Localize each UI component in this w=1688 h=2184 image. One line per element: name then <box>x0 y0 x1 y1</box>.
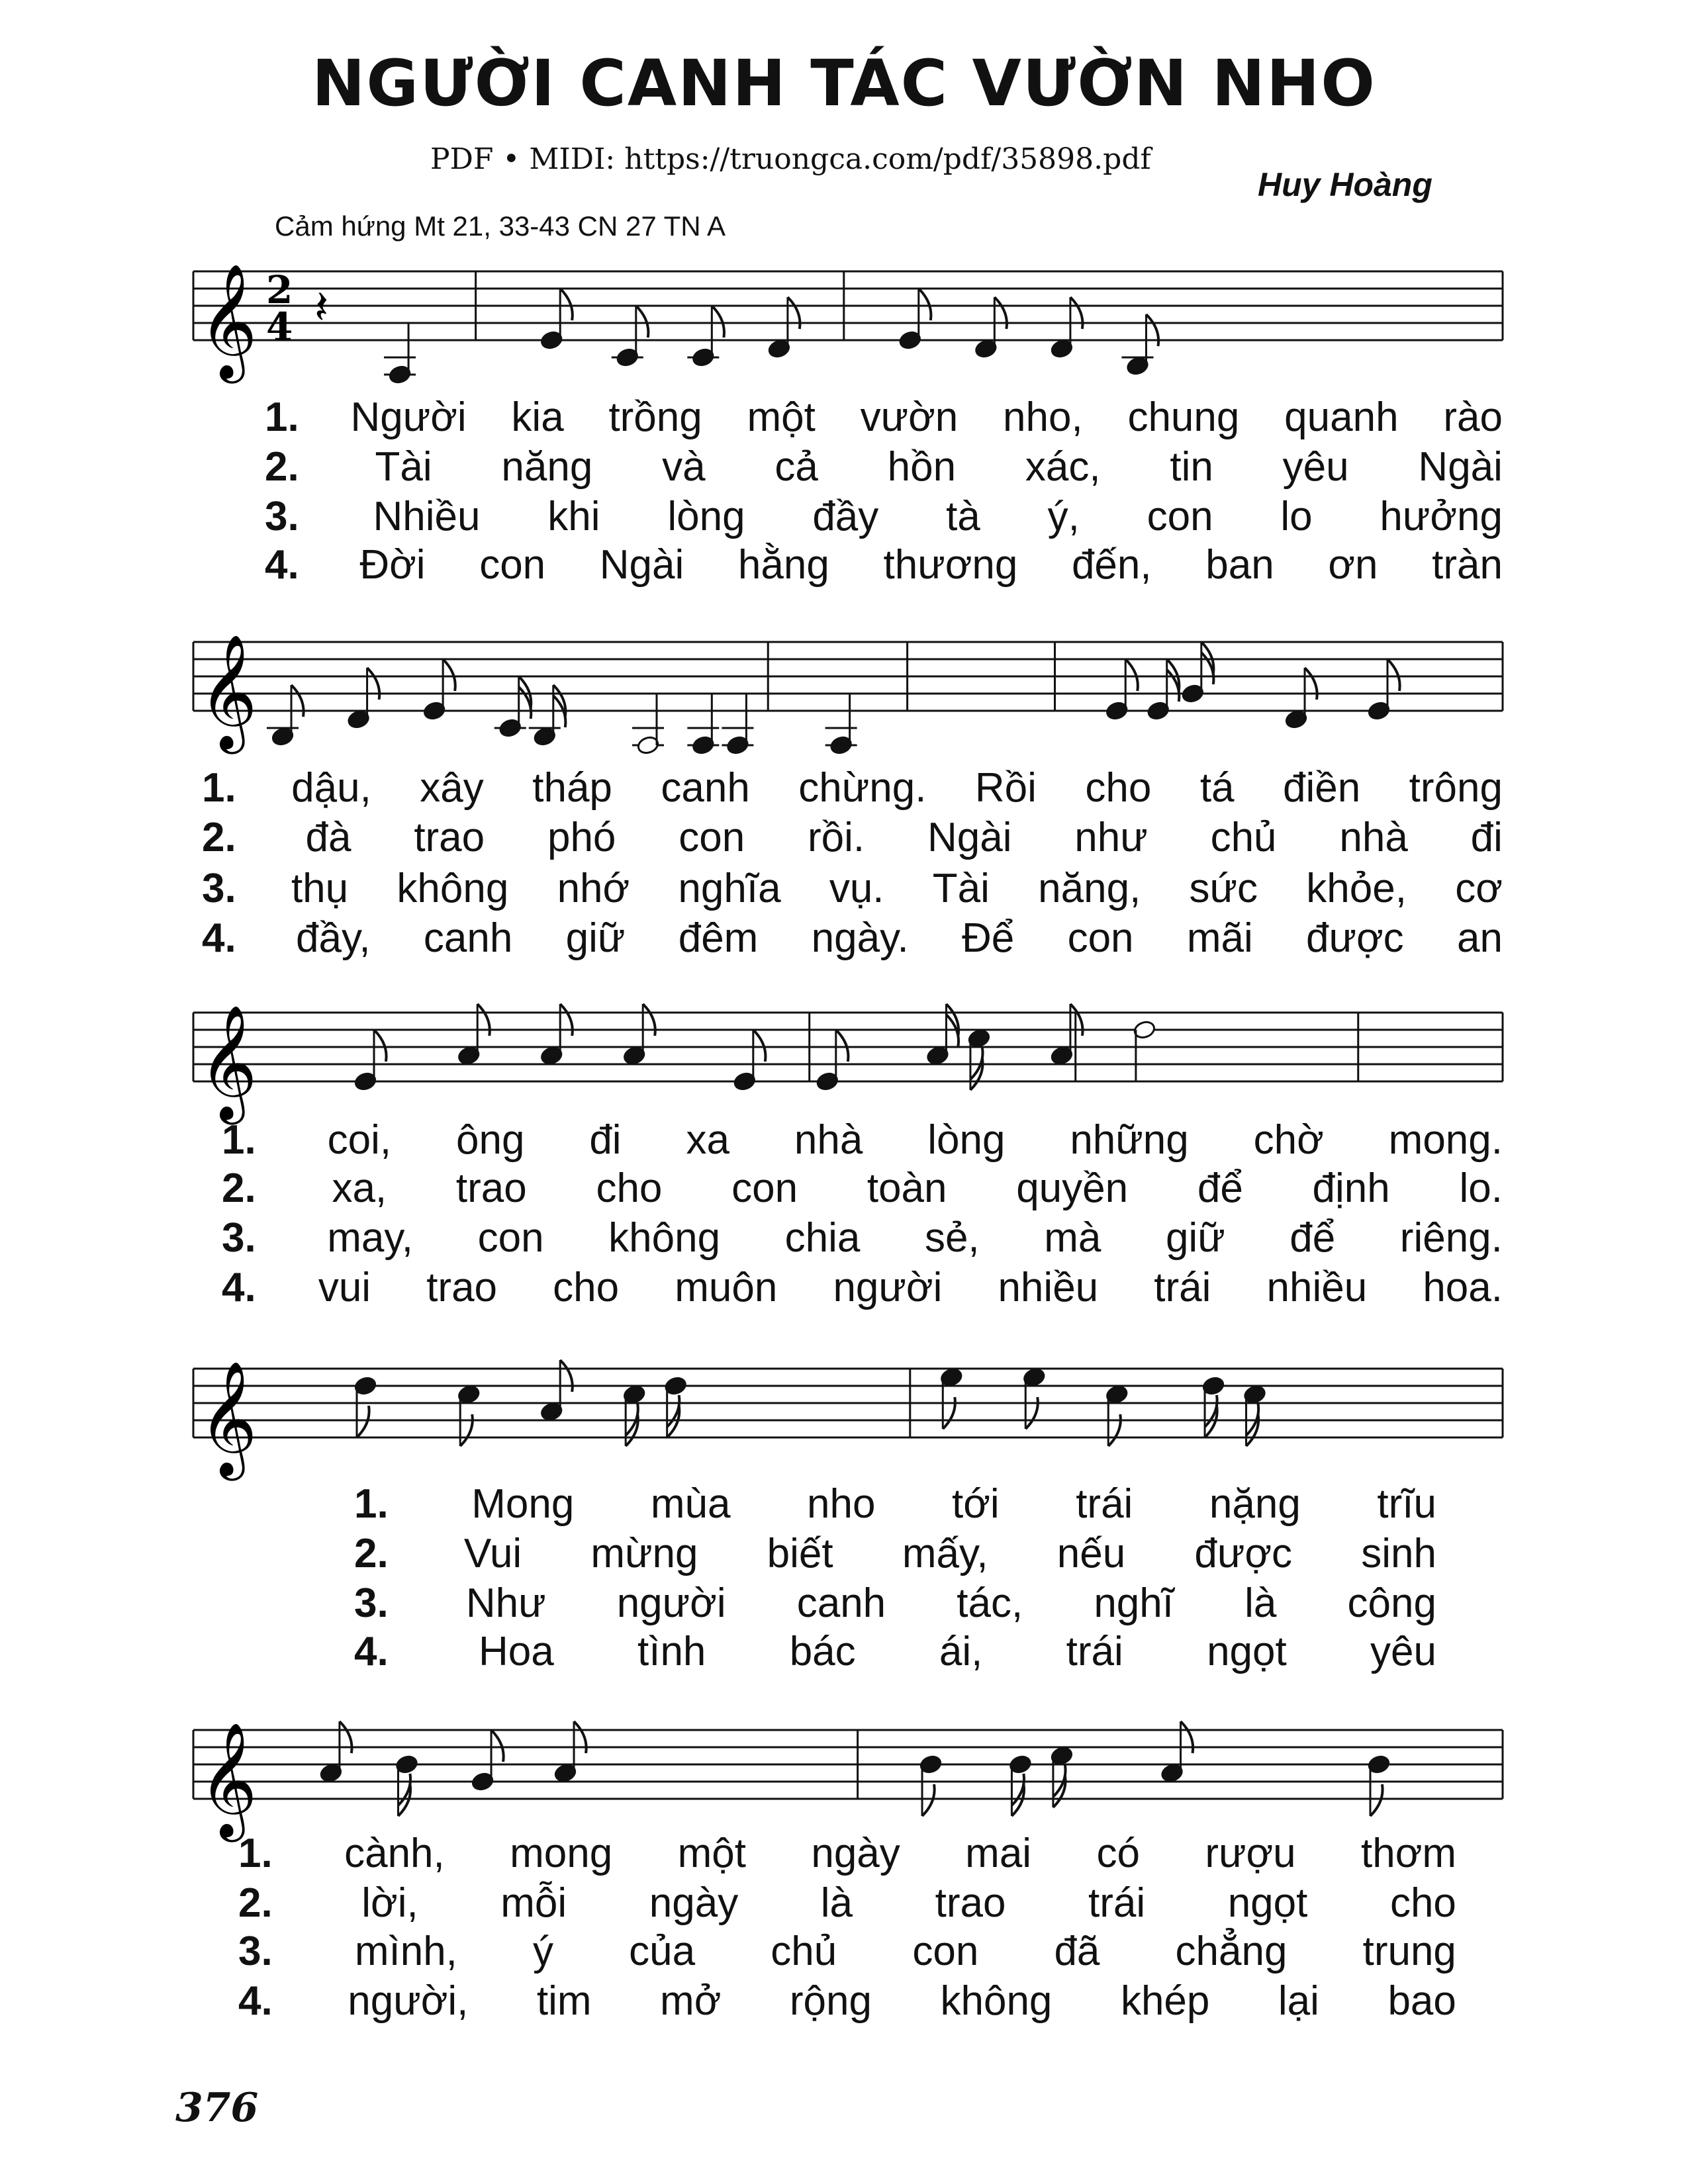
lyric-syllable: cho <box>1389 1880 1456 1926</box>
note-flag <box>1146 314 1158 346</box>
lyric-syllable: nhớ <box>557 866 630 911</box>
lyric-line-verse-2 <box>238 1880 1456 1926</box>
lyric-line-verse-1 <box>222 1117 1503 1163</box>
lyric-syllable: con <box>479 542 546 588</box>
lyric-syllable: nho, <box>1003 394 1083 440</box>
note-flag <box>560 1004 573 1036</box>
lyric-syllable: yêu <box>1370 1629 1436 1674</box>
lyric-syllable: hoa. <box>1423 1265 1503 1310</box>
treble-clef-icon: 𝄞 <box>199 263 258 379</box>
lyric-syllable: ái, <box>939 1629 983 1674</box>
lyric-syllable: vụ. <box>829 866 884 911</box>
lyric-syllable: đến, <box>1071 542 1152 588</box>
lyric-syllable: trao <box>935 1880 1006 1926</box>
lyric-syllable: đêm <box>678 915 759 961</box>
lyric-syllable: vui <box>318 1265 371 1310</box>
note-flag <box>1070 297 1083 329</box>
verse-number: 4. <box>202 915 236 961</box>
lyric-syllable: con <box>1147 494 1213 539</box>
lyric-syllable: Người <box>350 394 467 440</box>
lyric-syllable: ban <box>1205 542 1274 588</box>
lyric-syllable: rộng <box>789 1978 872 2024</box>
lyric-syllable: tà <box>946 494 980 539</box>
lyric-syllable: canh <box>423 915 513 961</box>
page-number: 376 <box>175 2085 259 2131</box>
lyric-syllable: rượu <box>1205 1831 1296 1876</box>
lyric-syllable: trĩu <box>1377 1481 1436 1527</box>
lyric-syllable: ý <box>533 1929 554 1974</box>
lyric-syllable: hồn <box>887 444 957 490</box>
lyric-line-verse-3 <box>222 1215 1503 1261</box>
lyric-syllable: mùa <box>650 1481 731 1527</box>
verse-number: 4. <box>222 1265 256 1310</box>
lyric-syllable: Ngài <box>1418 444 1503 490</box>
note-flag <box>1181 1721 1194 1753</box>
lyric-line-verse-4 <box>354 1631 1436 1672</box>
note-flag <box>357 1406 369 1437</box>
lyric-line-verse-1 <box>354 1481 1436 1527</box>
lyric-syllable: người <box>833 1265 943 1310</box>
lyric-syllable: cho <box>596 1165 663 1211</box>
lyric-line-verse-2 <box>354 1533 1436 1574</box>
lyric-line-verse-2 <box>222 1165 1503 1211</box>
verse-number: 1. <box>222 1117 256 1163</box>
lyric-syllable: khỏe, <box>1306 866 1407 911</box>
lyric-syllable: mà <box>1044 1215 1102 1261</box>
lyric-syllable: Mong <box>471 1481 575 1527</box>
lyric-syllable: chủ <box>1210 815 1277 860</box>
lyric-syllable: nghĩa <box>678 866 781 911</box>
note-flag <box>374 1030 387 1062</box>
lyric-syllable: ý, <box>1047 494 1080 539</box>
note-flag <box>560 289 573 320</box>
note-flag <box>643 1004 655 1036</box>
lyric-syllable: tác, <box>957 1580 1023 1626</box>
song-title: NGƯỜI CANH TÁC VƯỜN NHO <box>312 46 1376 120</box>
lyric-syllable: của <box>629 1929 696 1974</box>
note-flag <box>460 1414 473 1446</box>
lyric-syllable: mở <box>660 1978 722 2024</box>
lyric-syllable: đầy, <box>296 915 371 961</box>
lyric-syllable: thương <box>883 542 1018 588</box>
lyric-syllable: riêng. <box>1399 1215 1503 1261</box>
lyric-syllable: ngày <box>811 1831 900 1876</box>
lyric-syllable: mấy, <box>902 1531 988 1576</box>
lyric-syllable: tim <box>536 1978 592 2024</box>
lyric-syllable: con <box>679 815 745 860</box>
lyric-syllable: lại <box>1278 1978 1319 2024</box>
lyric-syllable: nhà <box>794 1117 863 1163</box>
lyric-line-verse-4 <box>222 1267 1503 1308</box>
lyric-syllable: ngày. <box>811 915 909 961</box>
lyric-line-verse-3 <box>265 496 1503 537</box>
note-flag <box>1387 659 1400 691</box>
verse-number: 3. <box>354 1580 389 1626</box>
lyric-syllable: quanh <box>1284 394 1399 440</box>
lyric-syllable: điền <box>1282 765 1361 811</box>
note-flag <box>943 1397 955 1429</box>
lyric-syllable: ngày <box>649 1880 739 1926</box>
lyric-syllable: trái <box>1154 1265 1211 1310</box>
lyric-syllable: nghĩ <box>1094 1580 1174 1626</box>
lyric-syllable: năng, <box>1038 866 1141 911</box>
lyric-syllable: rồi. <box>808 815 865 860</box>
lyric-syllable: trao <box>455 1165 527 1211</box>
note-flag <box>1370 1784 1383 1816</box>
lyric-syllable: tràn <box>1432 542 1503 588</box>
lyric-syllable: xác, <box>1025 444 1101 490</box>
verse-number: 2. <box>202 815 236 860</box>
lyric-syllable: mai <box>965 1831 1032 1876</box>
lyric-line-verse-2 <box>265 444 1503 490</box>
lyric-syllable: năng <box>501 444 593 490</box>
lyric-syllable: chừng. <box>798 765 927 811</box>
lyric-syllable: canh <box>661 765 750 811</box>
note-flag <box>367 668 380 700</box>
lyric-syllable: đầy <box>812 494 879 539</box>
lyric-line-verse-3 <box>238 1931 1456 1972</box>
verse-number: 1. <box>238 1831 273 1876</box>
lyric-syllable: Vui <box>463 1531 522 1576</box>
lyric-syllable: quyền <box>1016 1165 1129 1211</box>
lyric-line-verse-1 <box>202 765 1503 811</box>
note-flag <box>491 1730 504 1762</box>
time-signature-top: 2 <box>266 267 293 312</box>
lyric-syllable: chờ <box>1253 1117 1324 1163</box>
composer: Huy Hoàng <box>1258 166 1432 203</box>
verse-number: 2. <box>222 1165 256 1211</box>
lyric-line-verse-4 <box>265 542 1503 588</box>
verse-number: 2. <box>265 444 299 490</box>
lyric-syllable: trao <box>414 815 485 860</box>
lyric-line-verse-2 <box>202 817 1503 858</box>
lyric-line-verse-1 <box>265 394 1503 440</box>
lyric-syllable: cho <box>1085 765 1152 811</box>
lyric-syllable: mình, <box>354 1929 457 1974</box>
verse-number: 1. <box>202 765 236 811</box>
lyric-syllable: tới <box>952 1481 1000 1527</box>
lyric-syllable: trái <box>1088 1880 1146 1926</box>
lyric-line-verse-4 <box>238 1978 1456 2024</box>
lyric-syllable: mong. <box>1388 1117 1503 1163</box>
lyric-syllable: ơn <box>1328 542 1378 588</box>
lyric-syllable: coi, <box>327 1117 392 1163</box>
lyric-syllable: để <box>1289 1215 1336 1261</box>
lyric-syllable: xa <box>686 1117 729 1163</box>
lyric-syllable: chia <box>784 1215 861 1261</box>
treble-clef-icon: 𝄞 <box>199 634 258 749</box>
lyric-syllable: trông <box>1409 765 1503 811</box>
lyric-syllable: người <box>616 1580 726 1626</box>
lyric-syllable: ngọt <box>1207 1629 1287 1674</box>
lyric-syllable: Ngài <box>599 542 684 588</box>
lyric-syllable: và <box>662 444 706 490</box>
lyric-syllable: Ngài <box>927 815 1012 860</box>
lyric-syllable: để <box>1197 1165 1243 1211</box>
note-flag <box>788 297 800 329</box>
lyric-syllable: toàn <box>867 1165 947 1211</box>
lyric-syllable: sẻ, <box>924 1215 980 1261</box>
lyric-syllable: đà <box>305 815 352 860</box>
verse-number: 2. <box>238 1880 273 1926</box>
note-flag <box>919 289 931 320</box>
lyric-syllable: hằng <box>737 542 829 588</box>
lyric-syllable: con <box>1067 915 1134 961</box>
lyric-syllable: ông <box>455 1117 525 1163</box>
lyric-syllable: giữ <box>565 915 626 961</box>
verse-number: 4. <box>354 1629 389 1674</box>
lyric-syllable: chẳng <box>1175 1929 1288 1974</box>
lyric-syllable: nếu <box>1056 1531 1126 1576</box>
verse-number: 3. <box>265 494 299 539</box>
note-flag <box>836 1030 849 1062</box>
note-flag <box>477 1004 490 1036</box>
lyric-syllable: công <box>1347 1580 1436 1626</box>
lyric-syllable: khi <box>547 494 600 539</box>
note-flag <box>1025 1397 1038 1429</box>
verse-number: 1. <box>354 1481 389 1527</box>
lyric-syllable: con <box>731 1165 798 1211</box>
treble-clef-icon: 𝄞 <box>199 1361 258 1476</box>
lyric-syllable: là <box>1244 1580 1277 1626</box>
lyric-syllable: Hoa <box>478 1629 554 1674</box>
verse-number: 3. <box>222 1215 256 1261</box>
lyric-syllable: sức <box>1189 866 1258 911</box>
lyric-syllable: không <box>940 1978 1053 2024</box>
note-flag <box>443 659 455 691</box>
verse-number: 1. <box>265 394 299 440</box>
lyric-syllable: cả <box>774 444 818 490</box>
note-flag <box>1108 1414 1121 1446</box>
lyric-syllable: nhiều <box>998 1265 1099 1310</box>
lyric-syllable: trung <box>1362 1929 1456 1974</box>
lyric-syllable: mừng <box>590 1531 698 1576</box>
lyric-syllable: tá <box>1199 765 1235 811</box>
lyric-syllable: tình <box>637 1629 706 1674</box>
lyric-syllable: muôn <box>675 1265 778 1310</box>
lyric-syllable: có <box>1096 1831 1140 1876</box>
lyric-syllable: chủ <box>771 1929 837 1974</box>
lyric-syllable: định <box>1312 1165 1390 1211</box>
lyric-syllable: lòng <box>667 494 745 539</box>
note-flag <box>636 306 649 338</box>
lyric-syllable: xa, <box>332 1165 387 1211</box>
lyric-syllable: trao <box>426 1265 498 1310</box>
lyric-syllable: được <box>1306 915 1404 961</box>
lyric-syllable: biết <box>767 1531 833 1576</box>
lyric-syllable: được <box>1194 1531 1293 1576</box>
lyric-syllable: nhiều <box>1266 1265 1368 1310</box>
lyric-syllable: Nhiều <box>373 494 481 539</box>
lyric-syllable: con <box>477 1215 544 1261</box>
lyric-syllable: mỗi <box>500 1880 567 1926</box>
lyric-syllable: hưởng <box>1380 494 1503 539</box>
lyric-syllable: yêu <box>1282 444 1349 490</box>
lyric-syllable: đã <box>1054 1929 1100 1974</box>
lyric-syllable: tin <box>1170 444 1213 490</box>
lyric-syllable: Tài <box>375 444 432 490</box>
lyric-syllable: bao <box>1387 1978 1456 2024</box>
lyric-syllable: đi <box>1470 815 1503 860</box>
note-flag <box>560 1360 573 1392</box>
lyric-syllable: Để <box>962 915 1015 961</box>
lyric-syllable: không <box>397 866 509 911</box>
lyric-syllable: con <box>912 1929 979 1974</box>
note-flag <box>340 1721 352 1753</box>
verse-number: 3. <box>202 866 236 911</box>
lyric-syllable: lòng <box>927 1117 1006 1163</box>
lyric-syllable: một <box>747 394 816 440</box>
lyric-syllable: nho <box>807 1481 876 1527</box>
lyric-syllable: lời, <box>361 1880 418 1926</box>
lyric-syllable: cành, <box>344 1831 445 1876</box>
lyric-syllable: thơm <box>1360 1831 1456 1876</box>
lyric-syllable: cơ <box>1455 866 1503 911</box>
lyric-syllable: ngọt <box>1227 1880 1308 1926</box>
lyric-syllable: trái <box>1066 1629 1123 1674</box>
lyric-syllable: mong <box>510 1831 613 1876</box>
lyric-syllable: dậu, <box>291 765 371 811</box>
time-signature-bottom: 4 <box>266 304 293 349</box>
note-flag <box>1125 659 1138 691</box>
lyric-syllable: khép <box>1120 1978 1210 2024</box>
verse-number: 2. <box>354 1531 389 1576</box>
note-flag <box>922 1784 935 1816</box>
lyric-syllable: trồng <box>608 394 702 440</box>
lyric-syllable: tháp <box>532 765 612 811</box>
lyric-syllable: may, <box>327 1215 414 1261</box>
lyric-syllable: nặng <box>1209 1481 1301 1527</box>
note-flag <box>994 297 1007 329</box>
pdf-midi-link[interactable]: PDF • MIDI: https://truongca.com/pdf/35898.pdf <box>430 142 1151 176</box>
lyric-syllable: sinh <box>1361 1531 1436 1576</box>
lyric-line-verse-3 <box>354 1580 1436 1626</box>
lyric-syllable: là <box>820 1880 853 1926</box>
lyric-line-verse-3 <box>202 868 1503 909</box>
lyric-syllable: kia <box>511 394 564 440</box>
note-flag <box>712 306 724 338</box>
lyric-syllable: lo. <box>1459 1165 1503 1211</box>
lyric-line-verse-4 <box>202 915 1503 961</box>
quarter-rest-icon: 𝄽 <box>314 280 329 334</box>
note-flag <box>291 685 304 717</box>
lyric-syllable: không <box>608 1215 721 1261</box>
lyric-syllable: Rồi <box>974 765 1037 811</box>
treble-clef-icon: 𝄞 <box>199 1722 258 1837</box>
lyric-syllable: trái <box>1076 1481 1133 1527</box>
lyric-syllable: như <box>1074 815 1148 860</box>
lyric-syllable: nhà <box>1339 815 1408 860</box>
lyric-syllable: mãi <box>1186 915 1253 961</box>
lyric-syllable: những <box>1070 1117 1189 1163</box>
note-flag <box>753 1030 766 1062</box>
lyric-syllable: chung <box>1127 394 1240 440</box>
lyric-syllable: giữ <box>1165 1215 1225 1261</box>
treble-clef-icon: 𝄞 <box>199 1005 258 1120</box>
lyric-line-verse-1 <box>238 1833 1456 1874</box>
note-flag <box>1305 668 1317 700</box>
lyric-syllable: vườn <box>860 394 959 440</box>
lyric-syllable: Tài <box>932 866 990 911</box>
lyric-syllable: một <box>677 1831 746 1876</box>
lyric-syllable: thụ <box>291 866 349 911</box>
lyric-syllable: phó <box>547 815 616 860</box>
lyric-syllable: cho <box>553 1265 620 1310</box>
lyric-syllable: an <box>1456 915 1503 961</box>
lyric-syllable: Đời <box>359 542 426 588</box>
verse-number: 3. <box>238 1929 273 1974</box>
lyric-syllable: xây <box>420 765 484 811</box>
lyric-syllable: bác <box>789 1629 856 1674</box>
note-flag <box>574 1721 586 1753</box>
lyric-syllable: lo <box>1280 494 1313 539</box>
verse-number: 4. <box>265 542 299 588</box>
scripture-reference: Cảm hứng Mt 21, 33-43 CN 27 TN A <box>275 210 726 242</box>
lyric-syllable: người, <box>348 1978 469 2024</box>
lyric-syllable: đi <box>589 1117 622 1163</box>
verse-number: 4. <box>238 1978 273 2024</box>
lyric-syllable: Như <box>465 1580 546 1626</box>
lyric-syllable: rào <box>1443 394 1503 440</box>
lyric-syllable: canh <box>796 1580 886 1626</box>
